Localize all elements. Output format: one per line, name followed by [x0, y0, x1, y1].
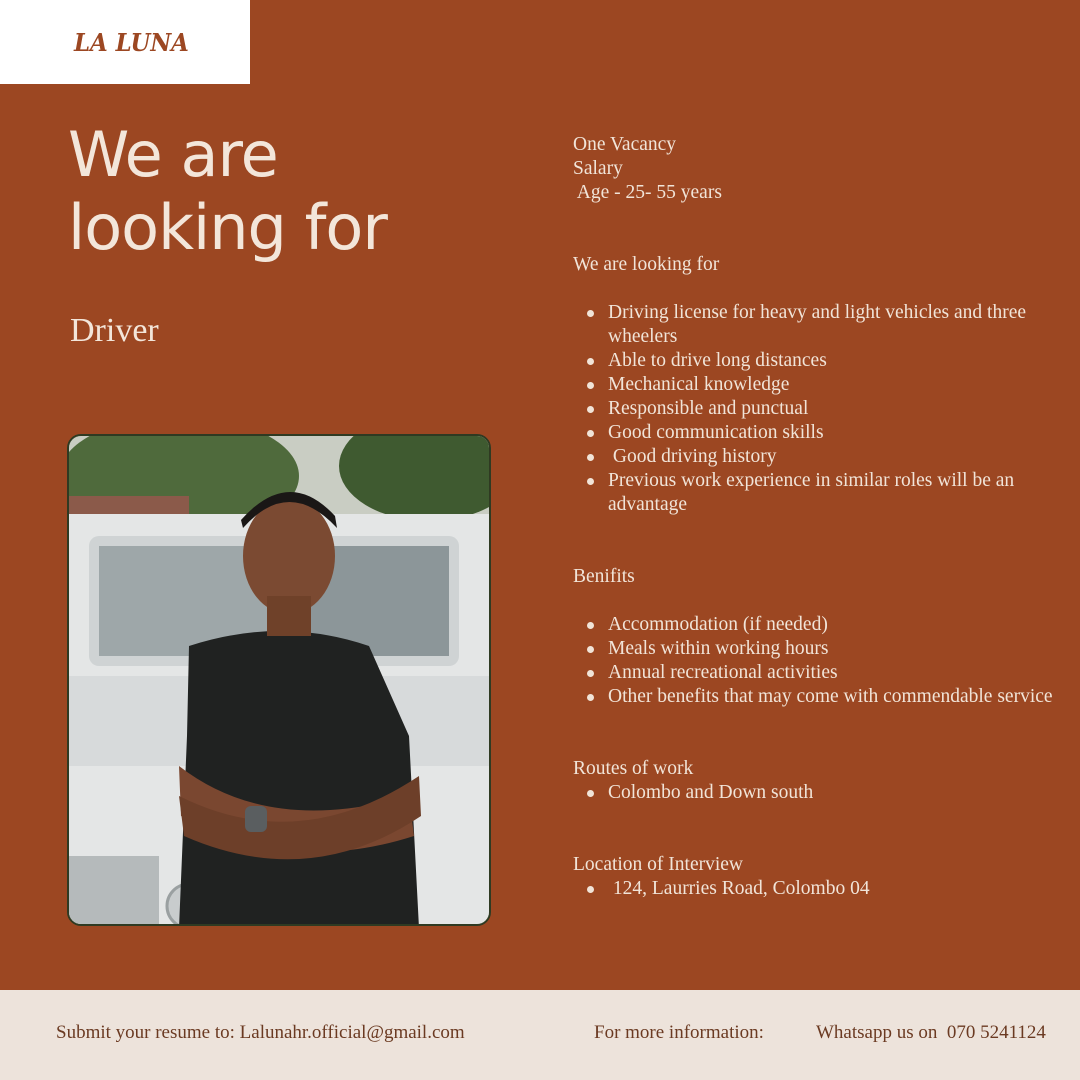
job-details: [573, 133, 1053, 901]
routes-heading: Routes of work: [573, 758, 694, 779]
list-item: Driving license for heavy and light vehicles and three wheelers: [608, 301, 1053, 349]
benefits-list: [573, 613, 1053, 709]
headline-line-2: looking for: [68, 191, 387, 264]
list-item: Previous work experience in similar roles will be an advantage: [608, 469, 1053, 517]
routes-list: [573, 781, 1053, 805]
list-item: Accommodation (if needed): [608, 613, 1053, 637]
list-item: Good communication skills: [608, 421, 1053, 445]
driver-photo: [67, 434, 491, 926]
list-item: Able to drive long distances: [608, 349, 1053, 373]
benefits-heading: Benifits: [573, 566, 635, 587]
list-item: Meals within working hours: [608, 637, 1053, 661]
requirements-heading: We are looking for: [573, 254, 720, 275]
list-item: Annual recreational activities: [608, 661, 1053, 685]
submit-resume-text: Submit your resume to: Lalunahr.official@gmail.com: [56, 1022, 465, 1043]
vacancy-count: One Vacancy: [573, 134, 677, 155]
list-item: Other benefits that may come with commendable service: [608, 686, 1053, 707]
location-heading: Location of Interview: [573, 854, 744, 875]
more-info-label: For more information:: [594, 1022, 764, 1043]
salary-label: Salary: [573, 158, 623, 179]
footer-bar: [0, 990, 1080, 1080]
location-list: [573, 877, 1053, 901]
page-headline: [68, 118, 387, 264]
job-role: Driver: [70, 312, 159, 349]
brand-logo: LA LUNA: [74, 28, 189, 57]
list-item: Responsible and punctual: [608, 397, 1053, 421]
list-item: Colombo and Down south: [608, 781, 1053, 805]
list-item: Good driving history: [608, 445, 1053, 469]
logo-box: [0, 0, 250, 84]
requirements-list: [573, 301, 1053, 517]
list-item: 124, Laurries Road, Colombo 04: [608, 877, 1053, 901]
headline-line-1: We are: [68, 118, 278, 191]
whatsapp-contact: Whatsapp us on 070 5241124: [816, 1022, 1046, 1043]
list-item: Mechanical knowledge: [608, 373, 1053, 397]
age-range: Age - 25- 55 years: [573, 182, 722, 203]
